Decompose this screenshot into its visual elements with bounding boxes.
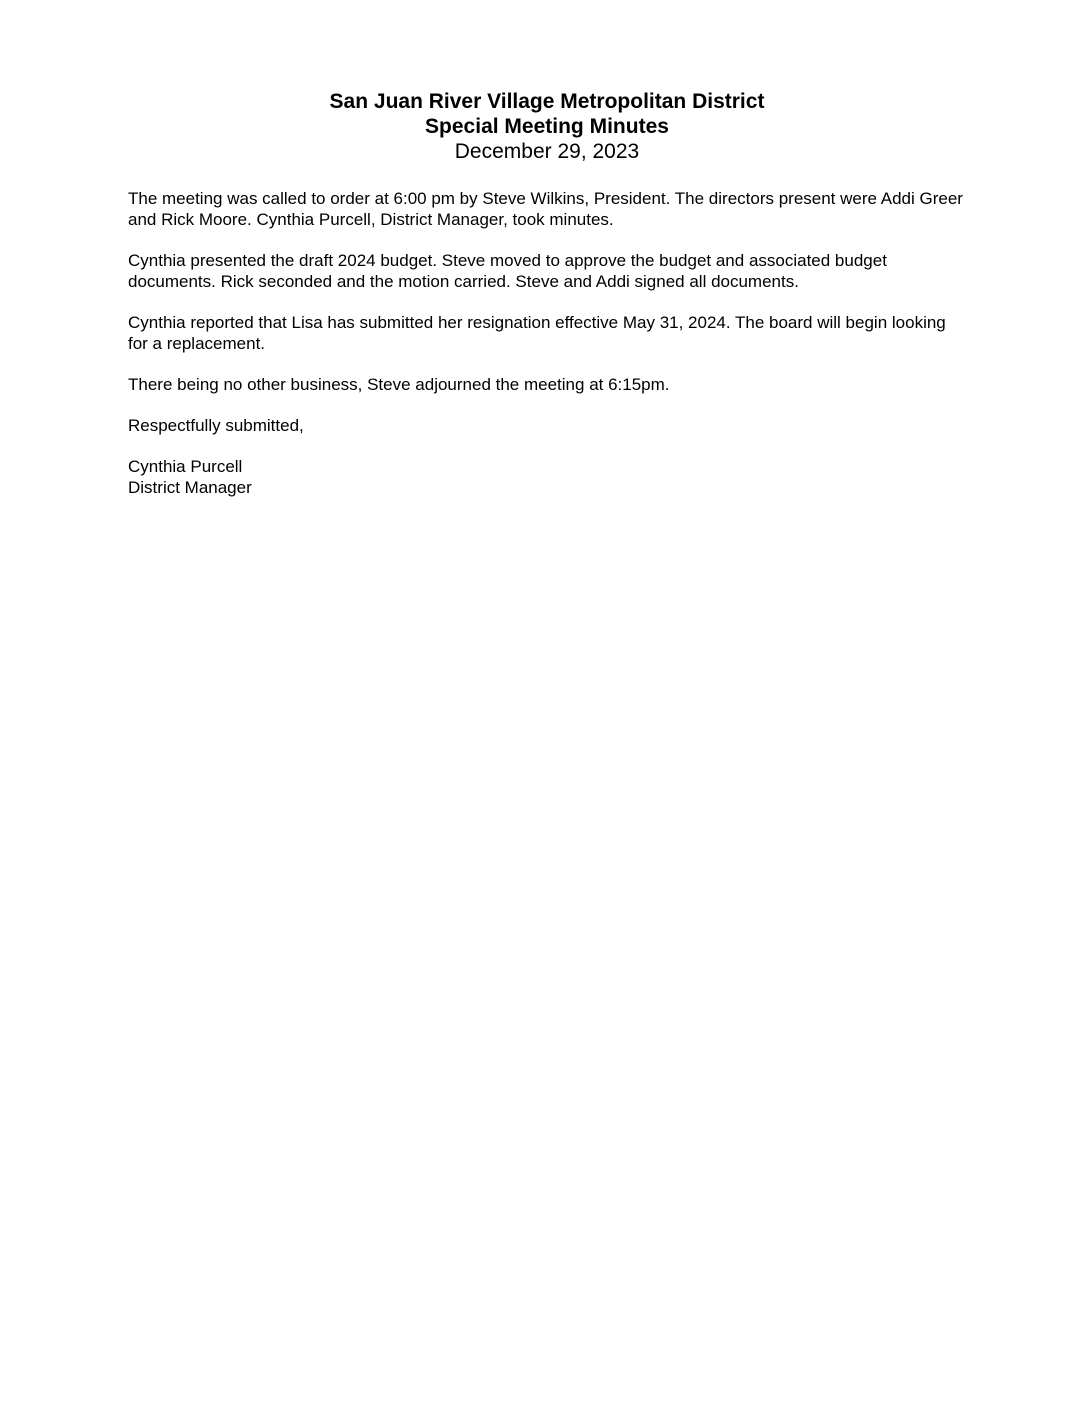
paragraph-budget: Cynthia presented the draft 2024 budget. Steve moved to approve the budget and associated budget documents. Rick seconded and the motion carried. Steve and Addi signed all documents. (128, 251, 887, 291)
document-header (0, 89, 1088, 164)
signature-title: District Manager (128, 478, 252, 497)
district-name-title: San Juan River Village Metropolitan District (329, 90, 765, 113)
meeting-type-title: Special Meeting Minutes (425, 115, 669, 138)
minutes-body (128, 188, 968, 498)
signature-name: Cynthia Purcell (128, 457, 243, 476)
paragraph-resignation: Cynthia reported that Lisa has submitted her resignation effective May 31, 2024. The board will begin looking for a replacement. (128, 313, 946, 353)
paragraph-closing: Respectfully submitted, (128, 416, 304, 435)
signature-block (128, 456, 968, 498)
paragraph-adjournment: There being no other business, Steve adjourned the meeting at 6:15pm. (128, 375, 670, 394)
meeting-date: December 29, 2023 (454, 140, 640, 163)
paragraph-call-to-order: The meeting was called to order at 6:00 pm by Steve Wilkins, President. The directors present were Addi Greer and Rick Moore. Cynthia Purcell, District Manager, took minutes. (128, 189, 963, 229)
